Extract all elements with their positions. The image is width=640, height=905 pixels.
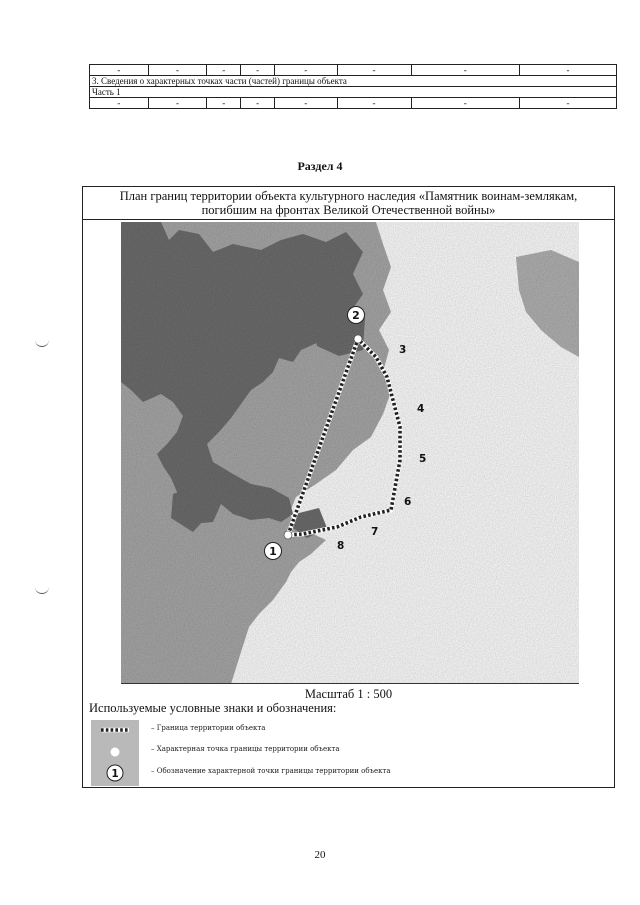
plan-title-line-1: План границ территории объекта культурного наследия «Памятник воинам-землякам, <box>119 189 578 203</box>
table-row <box>90 76 617 87</box>
legend-swatch-panel <box>91 720 139 786</box>
plan-frame <box>82 186 615 788</box>
punch-mark <box>35 587 49 594</box>
map-divider <box>121 683 579 684</box>
table-cell: - <box>241 98 275 109</box>
characteristic-point <box>354 335 362 343</box>
legend-marker-number: 1 <box>111 768 119 780</box>
point-label-3: 3 <box>399 344 407 356</box>
table-cell: - <box>411 98 519 109</box>
table-cell: - <box>207 65 241 76</box>
table-cell: - <box>275 98 338 109</box>
legend-title: Используемые условные знаки и обозначения: <box>89 701 337 715</box>
legend-item-point: – Характерная точка границы территории объекта <box>151 745 340 753</box>
point-label-7: 7 <box>371 526 379 538</box>
point-label-8: 8 <box>337 540 345 552</box>
table-section-header: 3. Сведения о характерных точках части (частей) границы объекта <box>90 76 617 87</box>
table-cell: - <box>411 65 519 76</box>
point-label-4: 4 <box>417 403 425 415</box>
legend-item-boundary: – Граница территории объекта <box>151 724 266 732</box>
table-cell: - <box>337 65 411 76</box>
table-cell: - <box>241 65 275 76</box>
map-scale: Масштаб 1 : 500 <box>304 687 393 701</box>
table-row <box>90 65 617 76</box>
plan-title-line-2: погибшим на фронтах Великой Отечественной войны» <box>201 203 496 217</box>
punch-mark <box>35 340 49 347</box>
table-cell: - <box>337 98 411 109</box>
table-cell: - <box>207 98 241 109</box>
table-cell: - <box>519 98 616 109</box>
page-number: 20 <box>314 849 326 861</box>
section-title: Раздел 4 <box>297 159 343 173</box>
point-label-6: 6 <box>404 496 412 508</box>
title-divider <box>83 219 614 220</box>
table-cell: - <box>148 65 207 76</box>
table-cell: - <box>519 65 616 76</box>
table-cell: - <box>90 65 149 76</box>
boundary-map <box>121 222 579 684</box>
table-row <box>90 98 617 109</box>
point-label-5: 5 <box>419 453 427 465</box>
coordinates-table <box>89 64 617 109</box>
table-cell: - <box>148 98 207 109</box>
characteristic-point <box>284 531 292 539</box>
legend-item-marker: – Обозначение характерной точки границы территории объекта <box>151 767 391 775</box>
table-part-header: Часть 1 <box>90 87 617 98</box>
map-grain <box>121 222 579 684</box>
legend-symbols <box>91 720 139 786</box>
point-label-2: 2 <box>352 309 360 322</box>
table-row <box>90 87 617 98</box>
plan-title <box>83 189 614 217</box>
legend-point-icon <box>111 748 120 757</box>
table-cell: - <box>275 65 338 76</box>
table-cell: - <box>90 98 149 109</box>
point-label-1: 1 <box>269 545 277 558</box>
